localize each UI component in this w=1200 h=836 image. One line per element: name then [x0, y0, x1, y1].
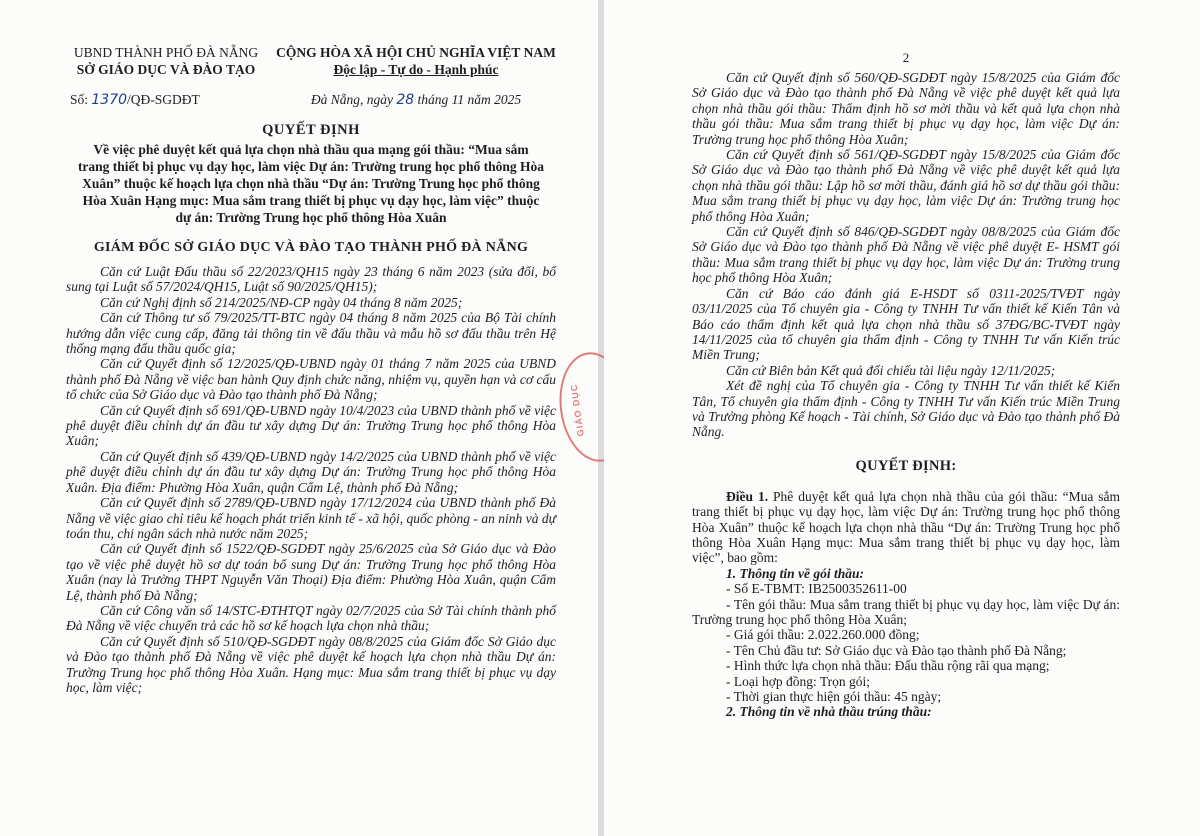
legal-basis: Căn cứ Quyết định số 561/QĐ-SGDĐT ngày 15/8/2025 của Giám đốc Sở Giáo dục và Đào tạo thành phố Đà Nẵng về việc phê duyệt kết quả lựa chọn nhà thầu gói thầu: Lập hồ sơ mời thầu, đánh giá hồ sơ dự thầu gói thầu: Mua sắm trang thiết bị phục vụ dạy học, làm việc Dự án: Trường trung học phổ thông Hòa Xuân; — [692, 147, 1120, 224]
org-line-1: UBND THÀNH PHỐ ĐÀ NẴNG — [73, 45, 259, 60]
package-info-item: - Loại hợp đồng: Trọn gói; — [726, 673, 871, 689]
legal-basis: Căn cứ Quyết định số 2789/QĐ-UBND ngày 17/12/2024 của UBND thành phố Đà Nẵng về việc giao chỉ tiêu kế hoạch phát triển kinh tế - xã hội, quốc phòng - an ninh và dự toán thu, chi ngân sách nhà nước năm 2025; — [66, 495, 556, 541]
doc-no-prefix: Số: — [70, 92, 89, 107]
package-info-item: - Giá gói thầu: 2.022.260.000 đồng; — [726, 627, 920, 643]
document-header — [66, 44, 556, 78]
document-meta — [66, 92, 556, 108]
legal-basis: Căn cứ Quyết định số 560/QĐ-SGDĐT ngày 15/8/2025 của Giám đốc Sở Giáo dục và Đào tạo thành phố Đà Nẵng về việc phê duyệt kết quả lựa chọn nhà thầu gói thầu: Thẩm định hồ sơ mời thầu và kết quả lựa chọn nhà thầu gói thầu: Mua sắm trang thiết bị phục vụ dạy học, làm việc Dự án: Trường trung học phổ thông Hòa Xuân; — [692, 70, 1120, 147]
org-line-2: SỞ GIÁO DỤC VÀ ĐÀO TẠO — [76, 62, 256, 77]
date-suffix: tháng 11 năm 2025 — [417, 92, 522, 107]
legal-basis: Căn cứ Quyết định số 510/QĐ-SGDĐT ngày 08/8/2025 của Giám đốc Sở Giáo dục và Đào tạo thành phố Đà Nẵng về việc phê duyệt kế hoạch lựa chọn nhà thầu Dự án: Trường Trung học phổ thông Hòa Xuân. Hạng mục: Mua sắm trang thiết bị phục vụ dạy học, làm việc; — [66, 633, 556, 695]
issuing-organization — [66, 44, 266, 78]
article-1 — [692, 489, 1120, 566]
date-prefix: Đà Nẵng, ngày — [310, 92, 393, 107]
legal-basis: Căn cứ Quyết định số 12/2025/QĐ-UBND ngày 01 tháng 7 năm 2025 của UBND thành phố Đà Nẵng về việc ban hành Quy định chức năng, nhiệm vụ, quyền hạn và cơ cấu tổ chức của Sở Giáo dục và Đào tạo thành phố Đà Nẵng; — [66, 356, 556, 403]
document-date — [276, 92, 556, 108]
package-info-item: - Tên gói thầu: Mua sắm trang thiết bị phục vụ dạy học, làm việc Dự án: Trường trung học phổ thông Hòa Xuân; — [692, 596, 1120, 627]
legal-basis: Căn cứ Báo cáo đánh giá E-HSDT số 0311-2025/TVĐT ngày 03/11/2025 của Tổ chuyên gia - Công ty TNHH Tư vấn thiết kế Kiến Tân và Báo cáo thẩm định kết quả lựa chọn nhà thầu số 37ĐG/BC-TVĐT ngày 14/11/2025 của tổ chuyên gia thẩm định - Công ty TNHH Tư vấn Kiến trúc Miền Trung; — [692, 285, 1120, 363]
section-1-title: 1. Thông tin về gói thầu: — [726, 565, 865, 581]
legal-bases — [66, 264, 556, 695]
document-subject: Về việc phê duyệt kết quả lựa chọn nhà thầu qua mạng gói thầu: “Mua sắm trang thiết bị phục vụ dạy học, làm việc Dự án: Trường trung học phổ thông Hòa Xuân” thuộc kế hoạch lựa chọn nhà thầu “Dự án: Trường Trung học phổ thông Hòa Xuân Hạng mục: Mua sắm trang thiết bị phục vụ dạy học, làm việc” thuộc dự án: Trường Trung học phổ thông Hòa Xuân — [77, 142, 545, 225]
document-page-1 — [0, 0, 598, 836]
legal-basis: Căn cứ Nghị định số 214/2025/NĐ-CP ngày 04 tháng 8 năm 2025; — [100, 294, 463, 310]
document-title: QUYẾT ĐỊNH — [262, 122, 360, 138]
stamp-text: GIÁO DỤC — [568, 382, 586, 437]
article-1-label: Điều 1. — [726, 488, 769, 504]
section-2-title: 2. Thông tin về nhà thầu trúng thầu: — [726, 704, 932, 720]
legal-basis: Căn cứ Luật Đấu thầu số 22/2023/QH15 ngày 23 tháng 6 năm 2023 (sửa đổi, bổ sung tại Luật số 57/2024/QH15, Luật số 90/2025/QH15); — [66, 264, 556, 295]
legal-basis: Căn cứ Quyết định số 439/QĐ-UBND ngày 14/2/2025 của UBND thành phố về việc phê duyệt điều chỉnh dự án đầu tư xây dựng Dự án: Trường Trung học phổ thông Hòa Xuân. Địa điểm: Phường Hòa Xuân, quận Cẩm Lệ, thành phố Đà Nẵng; — [66, 448, 556, 495]
legal-basis: Căn cứ Công văn số 14/STC-ĐTHTQT ngày 02/7/2025 của Sở Tài chính thành phố Đà Nẵng về việc chuyển trả các hồ sơ kế hoạch lựa chọn nhà thầu; — [66, 602, 556, 634]
date-day-handwritten: 28 — [396, 92, 415, 108]
doc-no-handwritten: 1370 — [91, 92, 128, 108]
package-info-item: - Thời gian thực hiện gói thầu: 45 ngày; — [726, 689, 942, 705]
document-page-2 — [604, 0, 1200, 836]
nation-name: CỘNG HÒA XÃ HỘI CHỦ NGHĨA VIỆT NAM — [276, 45, 556, 60]
issuing-authority: GIÁM ĐỐC SỞ GIÁO DỤC VÀ ĐÀO TẠO THÀNH PHỐ ĐÀ NẴNG — [93, 240, 529, 255]
national-header — [276, 44, 556, 78]
legal-basis: Căn cứ Biên bản Kết quả đối chiếu tài liệu ngày 12/11/2025; — [726, 362, 1056, 378]
package-info-item: - Hình thức lựa chọn nhà thầu: Đấu thầu rộng rãi qua mạng; — [726, 658, 1050, 674]
article-1-text: Phê duyệt kết quả lựa chọn nhà thầu của gói thầu: “Mua sắm trang thiết bị phục vụ dạy học, làm việc Dự án: Trường trung học phổ thông Hòa Xuân” thuộc kế hoạch lựa chọn nhà thầu “Dự án: Trường Trung học phổ thông Hòa Xuân Hạng mục: Mua sắm trang thiết bị phục vụ dạy học, làm việc”, bao gồm: — [692, 488, 1121, 566]
document-number — [66, 92, 270, 108]
decision-heading: QUYẾT ĐỊNH: — [855, 457, 957, 474]
doc-no-suffix: /QĐ-SGDĐT — [127, 92, 200, 107]
national-motto: Độc lập - Tự do - Hạnh phúc — [333, 62, 499, 77]
legal-basis: Căn cứ Quyết định số 691/QĐ-UBND ngày 10/4/2023 của UBND thành phố về việc phê duyệt điều chỉnh dự án đầu tư xây dựng Dự án: Trường Trung học phổ thông Hòa Xuân; — [66, 402, 556, 449]
legal-basis: Căn cứ Thông tư số 79/2025/TT-BTC ngày 04 tháng 8 năm 2025 của Bộ Tài chính hướng dẫn việc cung cấp, đăng tải thông tin về đấu thầu và mẫu hồ sơ đấu thầu trên Hệ thống mạng đấu thầu quốc gia; — [66, 310, 556, 357]
legal-basis: Căn cứ Quyết định số 846/QĐ-SGDĐT ngày 08/8/2025 của Giám đốc Sở Giáo dục và Đào tạo thành phố Đà Nẵng về việc phê duyệt E- HSMT gói thầu: Mua sắm trang thiết bị phục vụ dạy học, làm việc Dự án: Trường trung học phổ thông Hòa Xuân; — [692, 224, 1120, 286]
page-number: 2 — [902, 50, 910, 65]
package-info-item: - Số E-TBMT: IB2500352611-00 — [726, 581, 907, 597]
package-info-item: - Tên Chủ đầu tư: Sở Giáo dục và Đào tạo thành phố Đà Nẵng; — [726, 642, 1067, 658]
proposal-consideration: Xét đề nghị của Tổ chuyên gia - Công ty TNHH Tư vấn thiết kế Kiến Tân, Tổ chuyên gia thẩm định - Công ty TNHH Tư vấn Kiến trúc Miền Trung và Trưởng phòng Kế hoạch - Tài chính, Sở Giáo dục và Đào tạo thành phố Đà Nẵng. — [692, 378, 1120, 440]
legal-basis: Căn cứ Quyết định số 1522/QĐ-SGDĐT ngày 25/6/2025 của Sở Giáo dục và Đào tạo về việc phê duyệt hồ sơ dự toán bổ sung Dự án: Trường Trung học phổ thông Hòa Xuân (nay là Trường THPT Nguyễn Văn Thoại) Địa điểm: Phường Hòa Xuân, quận Cẩm Lệ, thành phố Đà Nẵng; — [66, 541, 556, 603]
